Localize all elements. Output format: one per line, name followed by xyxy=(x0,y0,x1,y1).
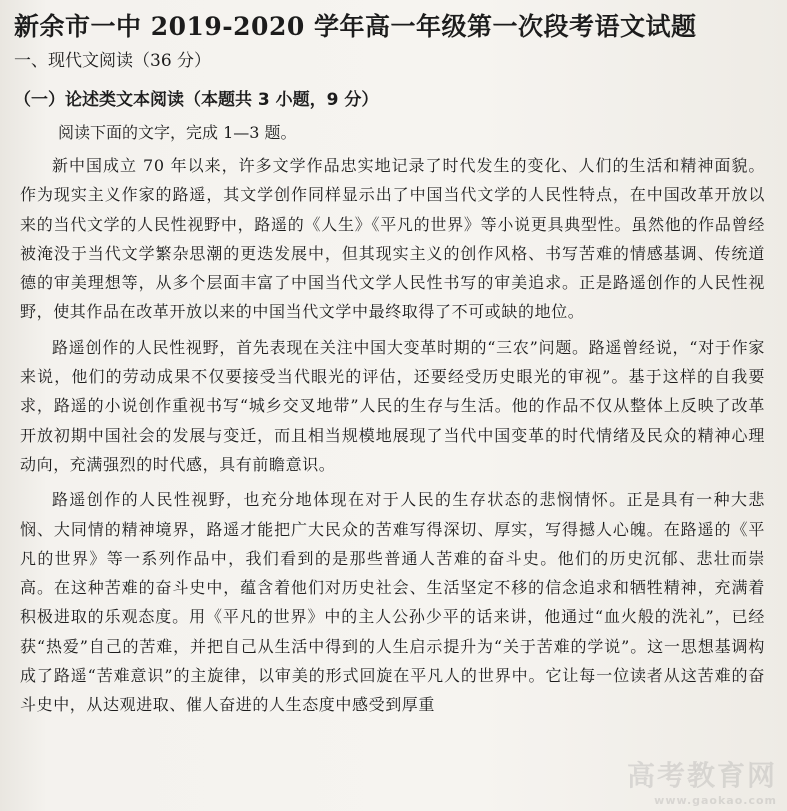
subsection-heading: （一）论述类文本阅读（本题共 3 小题，9 分） xyxy=(14,90,379,110)
passage-paragraph-3: 路遥创作的人民性视野，也充分地体现在对于人民的生存状态的悲悯情怀。正是具有一种大悲悯、大同情的精神境界，路遥才能把广大民众的苦难写得深切、厚实，写得撼人心魄。在路遥的《平凡的世界》等一系列作品中，我们看到的是那些普通人苦难的奋斗史。他们的历史沉郁、悲壮而崇高。在这种苦难的奋斗史中，蕴含着他们对历史社会、生活坚定不移的信念追求和牺牲精神，充满着积极进取的乐观态度。用《平凡的世界》中的主人公孙少平的话来讲，他通过“血火般的洗礼”，已经获“热爱”自己的苦难，并把自己从生活中得到的人生启示提升为“关于苦难的学说”。这一思想基调构成了路遥“苦难意识”的主旋律，以审美的形式回旋在平凡人的世界中。它让每一位读者从这苦难的奋斗史中，从达观进取、催人奋进的人生态度中感受到厚重 xyxy=(20,490,765,715)
exam-title: 新余市一中 2019-2020 学年高一年级第一次段考语文试题 xyxy=(14,12,697,41)
watermark-url: www.gaokao.com xyxy=(654,794,777,807)
passage-paragraph-2: 路遥创作的人民性视野，首先表现在关注中国大变革时期的“三农”问题。路遥曾经说，“对于作家来说，他们的劳动成果不仅要接受当代眼光的评估，还要经受历史眼光的审视”。基于这样的自我要求，路遥的小说创作重视书写“城乡交叉地带”人民的生存与生活。他的作品不仅从整体上反映了改革开放初期中国社会的发展与变迁，而且相当规模地展现了当代中国变革的时代情绪及民众的精神心理动向，充满强烈的时代感，具有前瞻意识。 xyxy=(20,337,765,474)
passage-body xyxy=(20,151,765,720)
section-heading: 一、现代文阅读（36 分） xyxy=(14,51,212,71)
reading-instruction: 阅读下面的文字，完成 1—3 题。 xyxy=(58,123,297,142)
watermark-text: 高考教育网 xyxy=(626,759,777,792)
site-watermark xyxy=(627,754,777,807)
passage-paragraph-1: 新中国成立 70 年以来，许多文学作品忠实地记录了时代发生的变化、人们的生活和精神面貌。作为现实主义作家的路遥，其文学创作同样显示出了中国当代文学的人民性特点，在中国改革开放以来的当代文学的人民性视野中，路遥的《人生》《平凡的世界》等小说更具典型性。虽然他的作品曾经被淹没于当代文学繁杂思潮的更迭发展中，但其现实主义的创作风格、书写苦难的情感基调、传统道德的审美理想等，从多个层面丰富了中国当代文学人民性书写的审美追求。正是路遥创作的人民性视野，使其作品在改革开放以来的中国当代文学中最终取得了不可或缺的地位。 xyxy=(20,156,765,322)
